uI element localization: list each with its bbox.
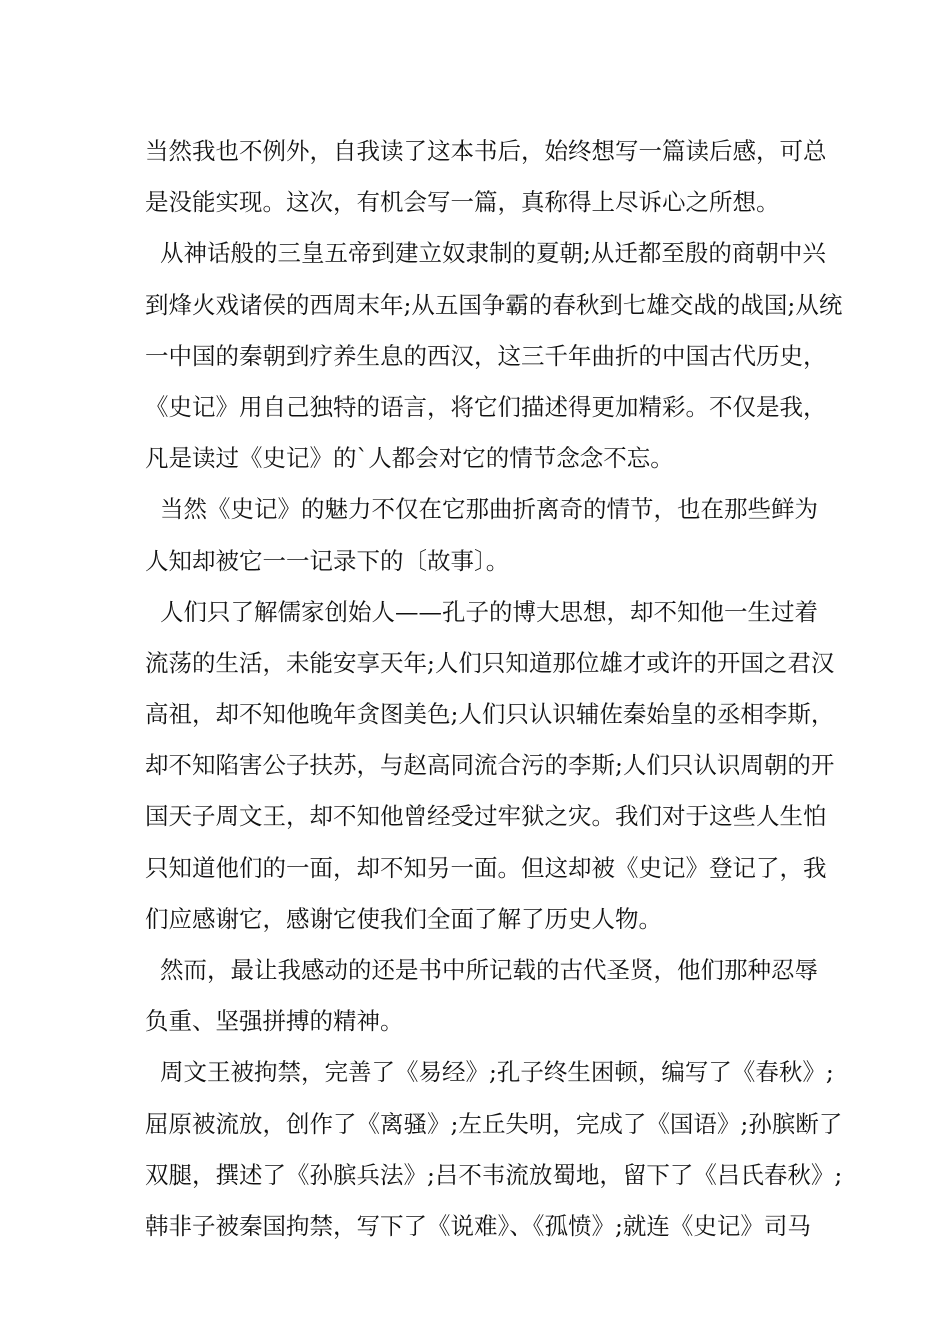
paragraph-4 [145, 587, 835, 945]
paragraph-6 [145, 1047, 843, 1252]
paragraph-1 [145, 126, 827, 228]
text-line: 负重、坚强拼搏的精神。 [145, 1007, 404, 1036]
text-line: 人们只了解儒家创始人——孔子的博大思想，却不知他一生过着 [145, 597, 818, 626]
document-body [145, 126, 843, 1252]
text-line: 《史记》用自己独特的语言，将它们描述得更加精彩。不仅是我， [145, 392, 827, 421]
text-line: 双腿，撰述了《孙膑兵法》;吕不韦流放蜀地，留下了《吕氏春秋》; [145, 1160, 843, 1189]
text-line: 周文王被拘禁，完善了《易经》;孔子终生困顿，编写了《春秋》; [145, 1058, 834, 1087]
text-line: 凡是读过《史记》的`人都会对它的情节念念不忘。 [145, 444, 674, 473]
text-line: 高祖，却不知他晚年贪图美色;人们只认识辅佐秦始皇的丞相李斯， [145, 700, 835, 729]
text-line: 国天子周文王，却不知他曾经受过牢狱之灾。我们对于这些人生怕 [145, 802, 827, 831]
text-line: 流荡的生活，未能安享天年;人们只知道那位雄才或许的开国之君汉 [145, 648, 835, 677]
text-line: 到烽火戏诸侯的西周末年;从五国争霸的春秋到七雄交战的战国;从统 [145, 290, 843, 319]
text-line: 一中国的秦朝到疗养生息的西汉，这三千年曲折的中国古代历史， [145, 341, 827, 370]
text-line: 当然我也不例外，自我读了这本书后，始终想写一篇读后感，可总 [145, 137, 827, 165]
paragraph-5 [145, 945, 818, 1047]
paragraph-3 [145, 484, 818, 586]
text-line: 们应感谢它，感谢它使我们全面了解了历史人物。 [145, 904, 662, 933]
text-line: 韩非子被秦国拘禁，写下了《说难》、《孤愤》;就连《史记》司马 [145, 1211, 811, 1240]
text-line: 只知道他们的一面，却不知另一面。但这却被《史记》登记了，我 [145, 853, 827, 882]
text-line: 从神话般的三皇五帝到建立奴隶制的夏朝;从迁都至殷的商朝中兴 [145, 239, 826, 268]
text-line: 屈原被流放，创作了《离骚》;左丘失明，完成了《国语》;孙膑断了 [145, 1109, 843, 1138]
text-line: 却不知陷害公子扶苏，与赵高同流合污的李斯;人们只认识周朝的开 [145, 751, 835, 780]
text-line: 然而，最让我感动的还是书中所记载的古代圣贤，他们那种忍辱 [145, 956, 818, 984]
text-line: 是没能实现。这次，有机会写一篇，真称得上尽诉心之所想。 [145, 188, 780, 217]
text-line: 人知却被它一一记录下的〔故事〕。 [145, 546, 510, 575]
text-line: 当然《史记》的魅力不仅在它那曲折离奇的情节，也在那些鲜为 [145, 495, 818, 524]
paragraph-2 [145, 228, 843, 484]
